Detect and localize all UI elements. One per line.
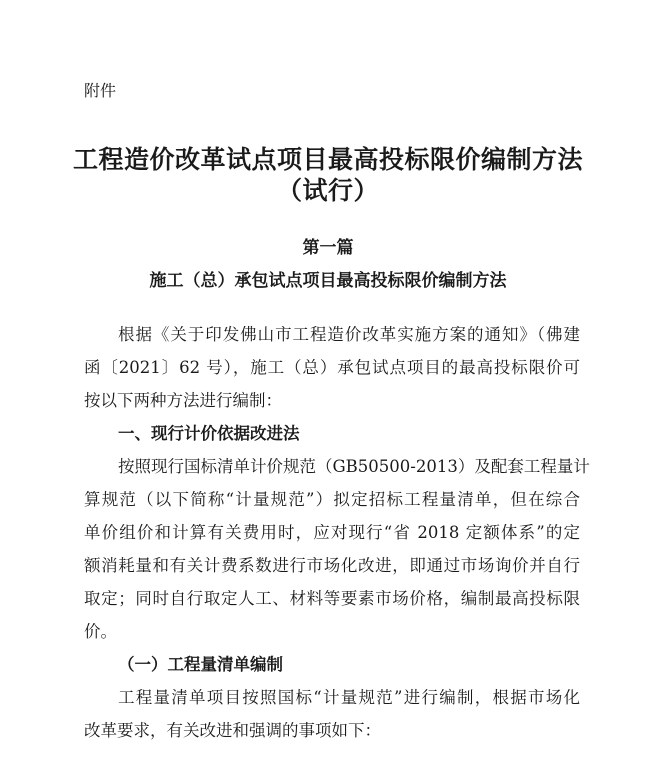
subsection-line-1: 工程量清单项目按照国标“计量规范”进行编制，根据市场化: [118, 688, 580, 707]
subsection-heading: （一）工程量清单编制: [118, 655, 283, 674]
section-heading: 一、现行计价依据改进法: [118, 424, 300, 443]
section-line-6: 价。: [84, 622, 117, 641]
document-subtitle: （试行）: [276, 176, 379, 205]
subsection-line-2: 改革要求，有关改进和强调的事项如下：: [84, 721, 381, 740]
section-line-4: 额消耗量和有关计费系数进行市场化改进，即通过市场询价并自行: [84, 556, 580, 575]
document-title: 工程造价改革试点项目最高投标限价编制方法: [72, 145, 583, 174]
intro-line-3: 按以下两种方法进行编制：: [84, 391, 282, 410]
annex-label: 附件: [84, 81, 117, 100]
part-title: 施工（总）承包试点项目最高投标限价编制方法: [149, 271, 507, 291]
section-line-3: 单价组价和计算有关费用时，应对现行“省 2018 定额体系”的定: [84, 523, 580, 542]
intro-line-2: 函〔2021〕62 号），施工（总）承包试点项目的最高投标限价可: [84, 358, 580, 377]
section-line-2: 算规范（以下简称“计量规范”）拟定招标工程量清单，但在综合: [84, 490, 580, 509]
section-line-5: 取定；同时自行取定人工、材料等要素市场价格，编制最高投标限: [84, 589, 580, 608]
intro-line-1: 根据《关于印发佛山市工程造价改革实施方案的通知》（佛建: [118, 325, 580, 344]
part-number: 第一篇: [302, 238, 354, 258]
section-line-1: 按照现行国标清单计价规范（GB50500-2013）及配套工程量计: [118, 457, 590, 476]
